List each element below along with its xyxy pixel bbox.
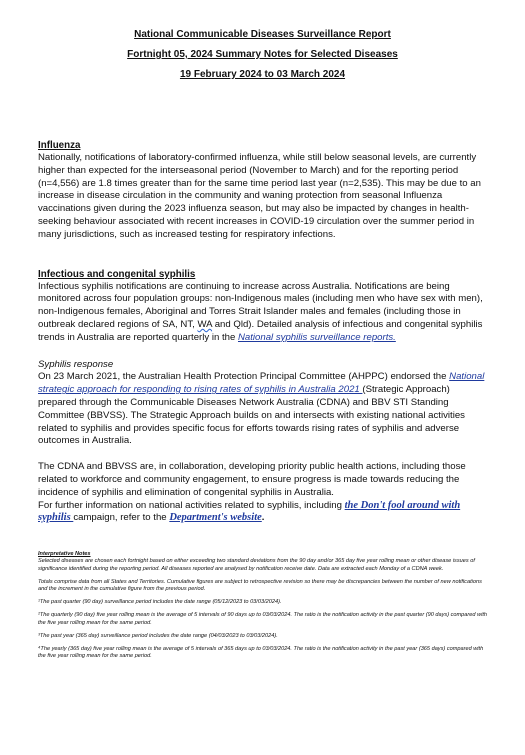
notes-heading: Interpretative Notes xyxy=(38,551,91,558)
syphilis-p4-end: . xyxy=(261,512,265,524)
notes-paragraph-2: Totals comprise data from all States and Territories. Cumulative figures are subject to retrospective revision so there may be discrepancies between the number of new notifications and the increment in the cumulative figure from the previous period. xyxy=(38,578,482,592)
syphilis-p1-wa: WA xyxy=(197,318,213,330)
report-header xyxy=(38,28,487,81)
report-title: National Communicable Diseases Surveillance Report xyxy=(134,29,391,40)
report-date-range: 19 February 2024 to 03 March 2024 xyxy=(179,69,346,80)
syphilis-paragraph-4 xyxy=(38,500,487,526)
syphilis-reports-link[interactable]: National syphilis surveillance reports. xyxy=(237,331,396,343)
syphilis-p1-after-wa: and Qld). Detailed analysis of infectious and congenital syphilis trends in Australia are reported quarterly in the xyxy=(38,318,483,343)
department-website-link[interactable]: Department's website xyxy=(169,512,262,524)
footnote-2: ²The quarterly (90 day) five year rolling mean is the average of 5 intervals of 90 days up to 03/03/2024. The ratio is the notification activity in the past quarter (90 days) compared with the five year rolling mean for the same period. xyxy=(38,612,487,626)
syphilis-response-heading: Syphilis response xyxy=(38,358,114,370)
footnote-4: ⁴The yearly (365 day) five year rolling mean is the average of 5 intervals of 365 days up to 03/03/2024. The ratio is the notification activity in the past year (365 days) compared with the five year rolling mean for the same period. xyxy=(38,645,484,660)
syphilis-paragraph-3: The CDNA and BBVSS are, in collaboration, developing priority public health actions, including those related to workforce and community engagement, to ensure progress is made towards reducing the incidence of syphilis and elimination of congenital syphilis in Australia. xyxy=(38,461,466,498)
footnote-3: ³The past year (365 day) surveillance period includes the date range (04/03/2023 to 03/03/2024). xyxy=(38,632,278,639)
interpretative-notes xyxy=(38,551,487,660)
syphilis-paragraph-2 xyxy=(38,371,487,448)
influenza-paragraph: Nationally, notifications of laboratory-confirmed influenza, while still below seasonal levels, are currently higher than expected for the interseasonal period (November to March) and for the reporting period (n=4,556) are 1.8 times greater than for the same time period last year (n=2,535). This may be due to an increase in disease circulation in the community and waning protection from seasonal Influenza vaccinations given during the 2023 influenza season, but may also be impacted by changes in health-seeking behaviour associated with recent increases in COVID-19 circulation over the summer period in many jurisdictions, such as increased testing for respiratory infections. xyxy=(38,152,481,240)
influenza-heading: Influenza xyxy=(38,140,81,151)
syphilis-p2-before: On 23 March 2021, the Australian Health Protection Principal Committee (AHPPC) endorsed the xyxy=(38,371,450,383)
syphilis-section xyxy=(38,268,487,526)
dont-fool-around-link[interactable]: the Don't fool around with syphilis xyxy=(38,499,461,524)
syphilis-heading: Infectious and congenital syphilis xyxy=(38,268,196,280)
syphilis-paragraph-1 xyxy=(38,281,487,345)
syphilis-p2-after: (Strategic Approach) prepared through the Communicable Diseases Network Australia (CDNA) and BBV STI Standing Committee (BBVSS). The Strategic Approach builds on and intersects with existing national activities related to syphilis and provides specific focus for efforts towards rising rates of syphilis and adverse outcomes in Australia. xyxy=(38,384,465,447)
footnote-1: ¹The past quarter (90 day) surveillance period includes the date range (05/12/2023 to 03/03/2024). xyxy=(38,599,282,606)
report-subtitle: Fortnight 05, 2024 Summary Notes for Selected Diseases xyxy=(127,49,398,60)
strategic-approach-link[interactable]: National strategic approach for responding to rising rates of syphilis in Australia 2021 xyxy=(38,371,485,396)
syphilis-p1-text: Infectious syphilis notifications are continuing to increase across Australia. Notifications are being monitored across four population groups: non-Indigenous males (including men who have sex with men), non-Indigenous females, Aboriginal and Torres Strait Islander males and females (including those in outbreak declared regions of SA, NT, xyxy=(38,280,483,330)
influenza-section xyxy=(38,139,487,242)
syphilis-p4-before: For further information on national activities related to syphilis, including xyxy=(38,499,345,511)
notes-paragraph-1: Selected diseases are chosen each fortnight based on either exceeding two standard deviations from the 90 day and/or 365 day five year rolling mean or other disease issues of significance identified during the reporting period. All diseases reported are analysed by notification receive date. Data are extracted each Monday of a CDNA week. xyxy=(38,558,475,572)
syphilis-p4-mid: campaign, refer to the xyxy=(73,512,170,524)
